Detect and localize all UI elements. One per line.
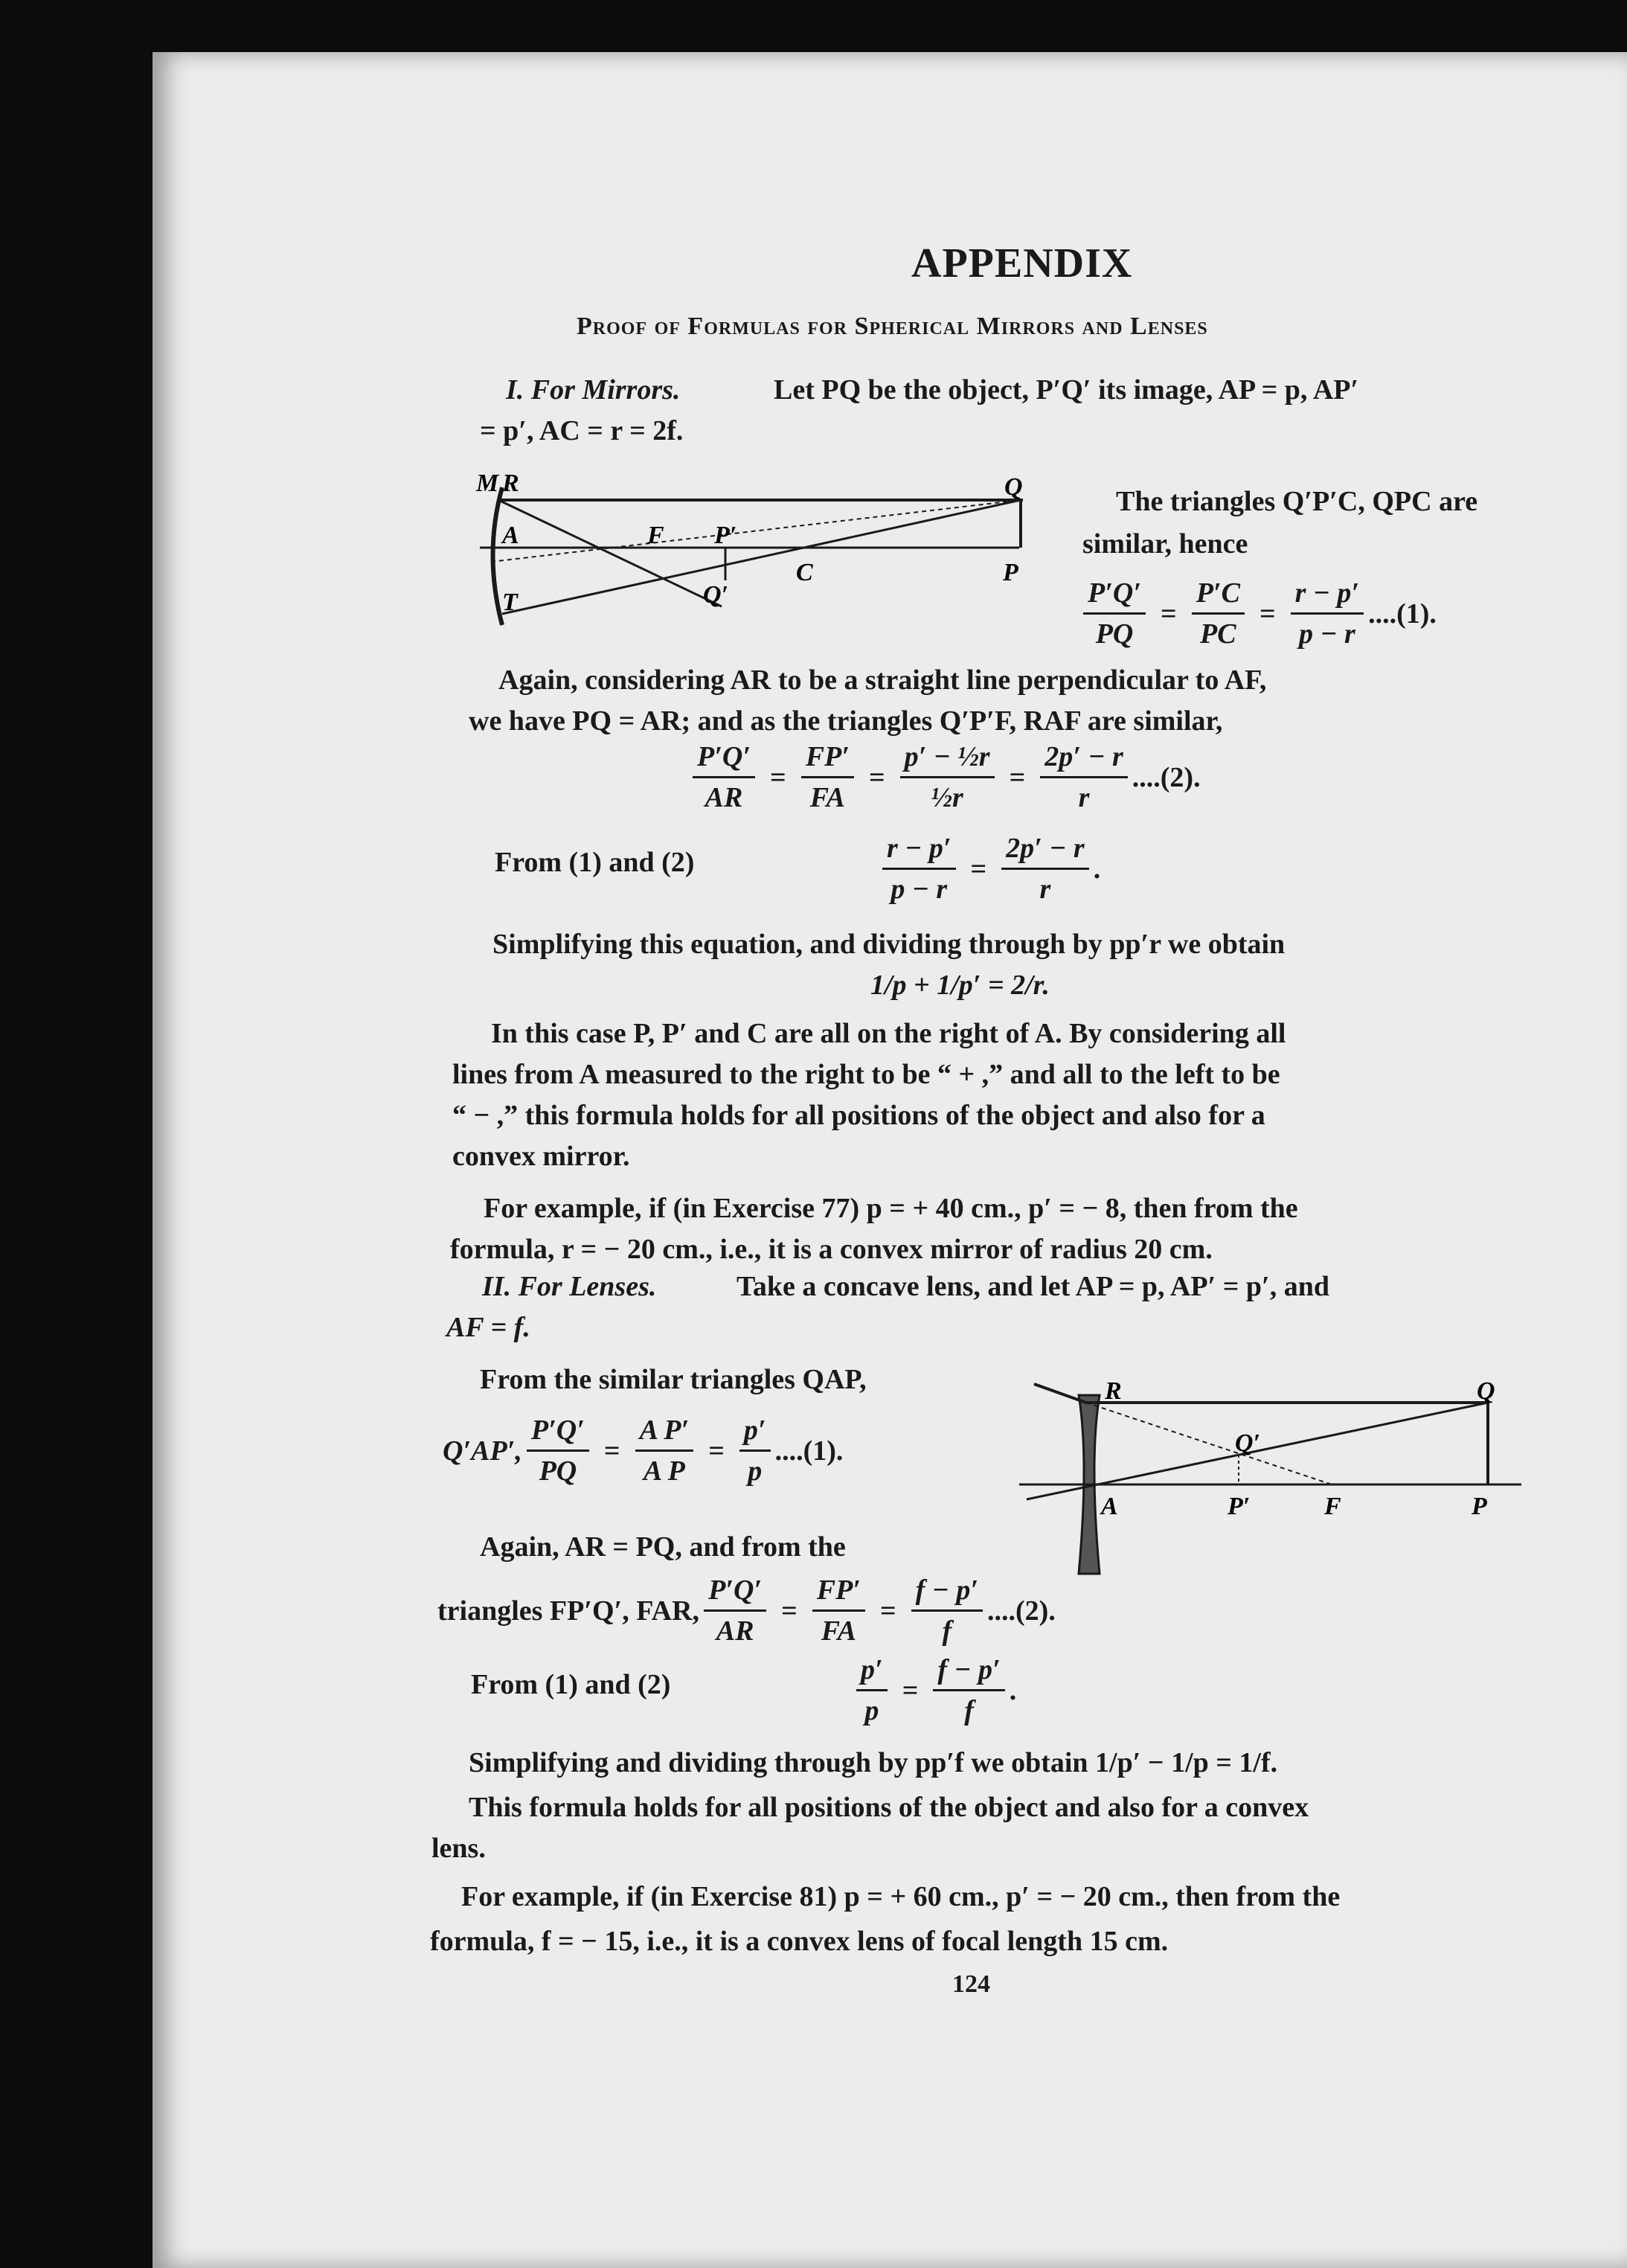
equation-tag: ....(2). — [987, 1595, 1056, 1627]
mirror-label-8: T — [502, 589, 518, 616]
numerator: P′Q′ — [693, 740, 755, 778]
fraction — [856, 1653, 888, 1727]
ray-chief — [502, 500, 1021, 614]
denominator: A P — [643, 1455, 685, 1487]
fraction — [1192, 577, 1245, 650]
numerator: r − p′ — [1291, 577, 1364, 615]
mirrors-again-1: Again, considering AR to be a straight line perpendicular to AF, — [498, 664, 1267, 696]
mirrors-example-1: For example, if (in Exercise 77) p = + 40 cm., p′ = − 8, then from the — [484, 1193, 1298, 1224]
mirrors-triangles-2: similar, hence — [1082, 528, 1248, 560]
numerator: P′C — [1192, 577, 1245, 615]
denominator: p − r — [1298, 618, 1355, 650]
equals-sign: = — [902, 1674, 919, 1706]
mirror-label-7: P — [1003, 559, 1018, 586]
numerator: P′Q′ — [704, 1574, 766, 1612]
numerator: r − p′ — [882, 832, 956, 870]
mirror-label-6: C — [796, 559, 813, 586]
denominator: f — [942, 1615, 952, 1647]
denominator: AR — [705, 782, 743, 813]
fraction — [911, 1574, 983, 1647]
mirror-equation-1 — [1079, 577, 1437, 650]
mirror-equation-3 — [878, 832, 1100, 906]
lenses-holds-1: This formula holds for all positions of the object and also for a convex — [469, 1792, 1309, 1823]
numerator: f − p′ — [933, 1653, 1004, 1691]
mirrors-again-2: we have PQ = AR; and as the triangles Q′P′F, RAF are similar, — [469, 705, 1223, 737]
fraction — [801, 740, 854, 814]
mirrors-heading: I. For Mirrors. — [506, 374, 681, 406]
numerator: p′ — [856, 1653, 888, 1691]
lens-label-1: Q — [1477, 1377, 1495, 1405]
denominator: ½r — [931, 782, 963, 813]
denominator: r — [1078, 782, 1090, 813]
equals-sign: = — [770, 761, 786, 793]
fraction — [1291, 577, 1364, 650]
lens-label-6: P — [1472, 1493, 1487, 1520]
lenses-intro-2: AF = f. — [446, 1312, 530, 1343]
lens-equation-2: triangles FP′Q′, FAR, $\frac{P'Q'}{AR}$ = $\frac{FP'}{FA}$ = $\frac{f - p'}{f}$ ....(2). — [437, 1575, 1056, 1647]
denominator: FA — [821, 1615, 856, 1647]
lenses-intro-1: Take a concave lens, and let AP = p, AP′ = p′, and — [737, 1271, 1330, 1302]
fraction — [882, 832, 956, 906]
mirrors-triangles-1: The triangles Q′P′C, QPC are — [1116, 486, 1478, 517]
mirrors-case-1: In this case P, P′ and C are all on the right of A. By considering all — [491, 1018, 1286, 1049]
mirror-label-0: M — [476, 470, 499, 497]
mirror-equation-2 — [688, 740, 1201, 814]
fraction — [1083, 577, 1146, 650]
equals-sign: = — [868, 761, 885, 793]
lenses-simplify: Simplifying and dividing through by pp′f we obtain 1/p′ − 1/p = 1/f. — [469, 1747, 1278, 1778]
mirrors-example-2: formula, r = − 20 cm., i.e., it is a convex mirror of radius 20 cm. — [450, 1234, 1213, 1265]
numerator: P′Q′ — [1083, 577, 1146, 615]
equals-sign: = — [603, 1435, 620, 1467]
fraction — [693, 740, 755, 814]
denominator: PQ — [539, 1455, 577, 1487]
equation-tag: ....(2). — [1132, 761, 1201, 793]
mirror-label-2: Q — [1004, 473, 1023, 501]
equation-tag: . — [1009, 1674, 1017, 1706]
mirrors-intro-2: = p′, AC = r = 2f. — [480, 415, 684, 446]
equals-sign: = — [781, 1595, 798, 1627]
equals-sign: = — [1161, 598, 1177, 630]
mirrors-result: 1/p + 1/p′ = 2/r. — [870, 970, 1050, 1001]
mirrors-case-4: convex mirror. — [452, 1141, 630, 1172]
mirrors-simplify: Simplifying this equation, and dividing through by pp′r we obtain — [492, 929, 1286, 960]
mirror-label-3: A — [502, 522, 519, 549]
numerator: 2p′ − r — [1040, 740, 1128, 778]
mirror-label-4: F — [647, 522, 664, 549]
lenses-heading: II. For Lenses. — [482, 1271, 657, 1302]
equals-sign: = — [880, 1595, 896, 1627]
equals-sign: = — [1009, 761, 1026, 793]
mirror-label-9: Q′ — [703, 581, 729, 609]
fraction — [739, 1414, 771, 1487]
lens-equation-3 — [852, 1653, 1016, 1727]
equals-sign: = — [1259, 598, 1276, 630]
fraction — [704, 1574, 766, 1647]
ray-in — [1034, 1384, 1086, 1403]
lenses-again: Again, AR = PQ, and from the — [480, 1531, 846, 1563]
lenses-holds-2: lens. — [431, 1833, 486, 1864]
numerator: f − p′ — [911, 1574, 983, 1612]
denominator: f — [964, 1695, 974, 1726]
denominator: PC — [1200, 618, 1236, 650]
numerator: FP′ — [812, 1574, 865, 1612]
lens-diagram — [1012, 1369, 1533, 1585]
numerator: P′Q′ — [527, 1414, 589, 1452]
lenses-similar: From the similar triangles QAP, — [480, 1364, 867, 1395]
equals-sign: = — [970, 853, 987, 885]
lens-label-5: F — [1324, 1493, 1341, 1520]
numerator: p′ − ½r — [900, 740, 995, 778]
ray-dotted — [491, 500, 1021, 562]
lens-label-0: R — [1105, 1377, 1122, 1405]
denominator: FA — [809, 782, 845, 813]
equals-sign: = — [708, 1435, 725, 1467]
mirrors-intro-1: Let PQ be the object, P′Q′ its image, AP = p, AP′ — [774, 374, 1359, 406]
mirror-diagram — [469, 469, 1049, 640]
lens-equation-1: Q′AP′, $\frac{P'Q'}{PQ}$ = $\frac{\text{A P′}}{\text{A P}}$ = $\frac{p'}{p}$ ....(1). — [443, 1415, 844, 1487]
equation-tag: ....(1). — [774, 1435, 844, 1467]
fraction — [635, 1414, 694, 1487]
numerator: A P′ — [635, 1414, 694, 1452]
denominator: AR — [716, 1615, 754, 1647]
equation-tag: ....(1). — [1368, 598, 1437, 630]
page-number: 124 — [952, 1970, 990, 1998]
numerator: p′ — [739, 1414, 771, 1452]
mirror-label-5: P′ — [714, 522, 737, 549]
mirrors-case-2: lines from A measured to the right to be “ + ,” and all to the left to be — [452, 1059, 1280, 1090]
fraction — [527, 1414, 589, 1487]
denominator: PQ — [1095, 618, 1134, 650]
denominator: p − r — [890, 874, 948, 905]
fraction — [812, 1574, 865, 1647]
denominator: p — [748, 1455, 763, 1487]
mirror-label-1: R — [502, 470, 519, 497]
fraction — [933, 1653, 1004, 1727]
mirror-arc — [493, 487, 503, 625]
equation-tag: . — [1093, 853, 1101, 885]
numerator: FP′ — [801, 740, 854, 778]
lenses-from-label: From (1) and (2) — [471, 1669, 671, 1700]
fraction — [900, 740, 995, 814]
numerator: 2p′ − r — [1001, 832, 1089, 870]
mirrors-from-label: From (1) and (2) — [495, 847, 695, 878]
mirrors-case-3: “ − ,” this formula holds for all positions of the object and also for a — [452, 1100, 1265, 1131]
lens-label-4: P′ — [1228, 1493, 1251, 1520]
section-title: Proof of Formulas for Spherical Mirrors and Lenses — [577, 313, 1208, 340]
denominator: p — [864, 1695, 879, 1726]
appendix-title: APPENDIX — [911, 240, 1133, 286]
lenses-example-1: For example, if (in Exercise 81) p = + 60 cm., p′ = − 20 cm., then from the — [461, 1881, 1341, 1912]
fraction — [1001, 832, 1089, 906]
lenses-example-2: formula, f = − 15, i.e., it is a convex lens of focal length 15 cm. — [430, 1926, 1169, 1957]
lens-label-2: Q′ — [1235, 1429, 1261, 1457]
denominator: r — [1039, 874, 1051, 905]
fraction — [1040, 740, 1128, 814]
lens-label-3: A — [1101, 1493, 1118, 1520]
